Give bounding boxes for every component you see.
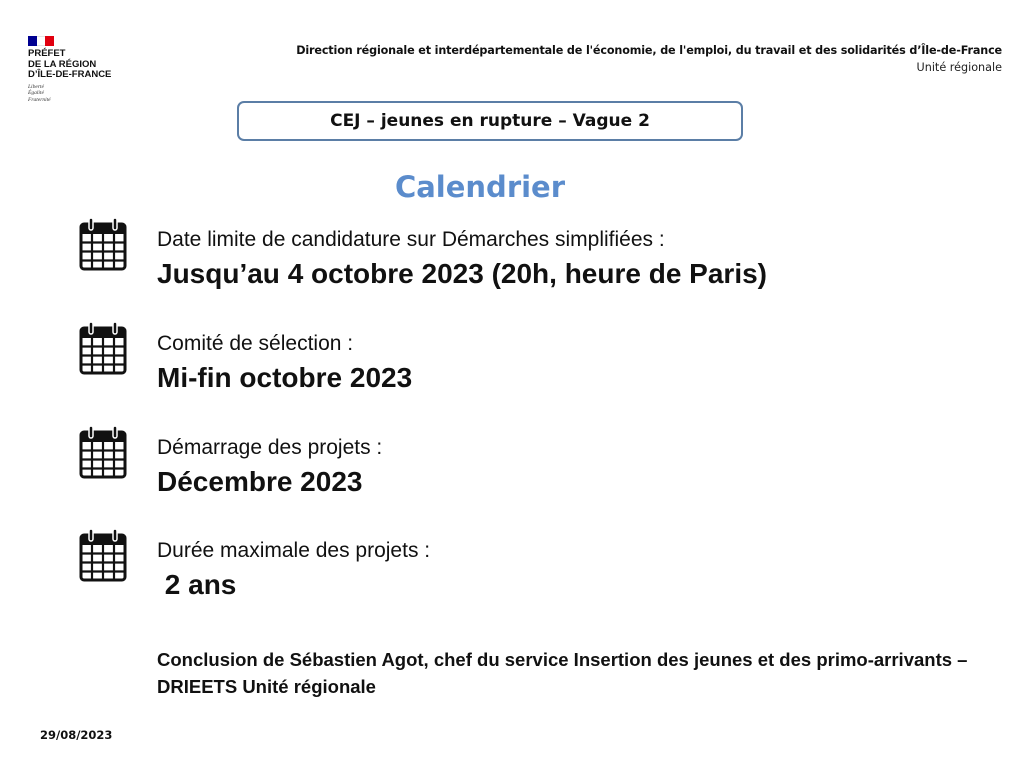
schedule-value: Jusqu’au 4 octobre 2023 (20h, heure de Paris) [157,258,767,289]
logo-line-1: PRÉFET [28,48,66,59]
header-direction: Direction régionale et interdépartementale de l'économie, de l'emploi, du travail et des solidarités d’Île-de-France [296,44,1002,57]
prefet-logo [28,36,138,103]
header-unit: Unité régionale [916,61,1002,74]
logo-line-2: DE LA RÉGION [28,58,97,70]
schedule-value: Mi-fin octobre 2023 [157,362,413,393]
calendar-icon [78,527,128,583]
french-flag-icon [28,36,54,46]
logo-line-3: D’ÎLE-DE-FRANCE [28,69,112,80]
calendar-icon [78,320,128,376]
title-banner: CEJ – jeunes en rupture – Vague 2 [237,101,743,141]
footer-date: 29/08/2023 [40,728,113,742]
page-header [296,44,1002,74]
motto-fraternite: Fraternité [28,96,51,103]
motto-liberte: Liberté [28,83,44,90]
conclusion-text: Conclusion de Sébastien Agot, chef du service Insertion des jeunes et des primo-arrivants – DRIEETS Unité régionale [157,649,968,697]
calendar-icon [78,216,128,272]
schedule-label: Démarrage des projets : [157,436,383,459]
schedule-value: 2 ans [157,569,237,600]
schedule-label: Date limite de candidature sur Démarches simplifiées : [157,228,665,251]
page-title: Calendrier [394,170,566,204]
motto-egalite: Égalité [28,90,44,96]
calendar-icon [78,424,128,480]
schedule-value: Décembre 2023 [157,466,363,497]
schedule-label: Comité de sélection : [157,332,354,355]
schedule-label: Durée maximale des projets : [157,539,431,562]
